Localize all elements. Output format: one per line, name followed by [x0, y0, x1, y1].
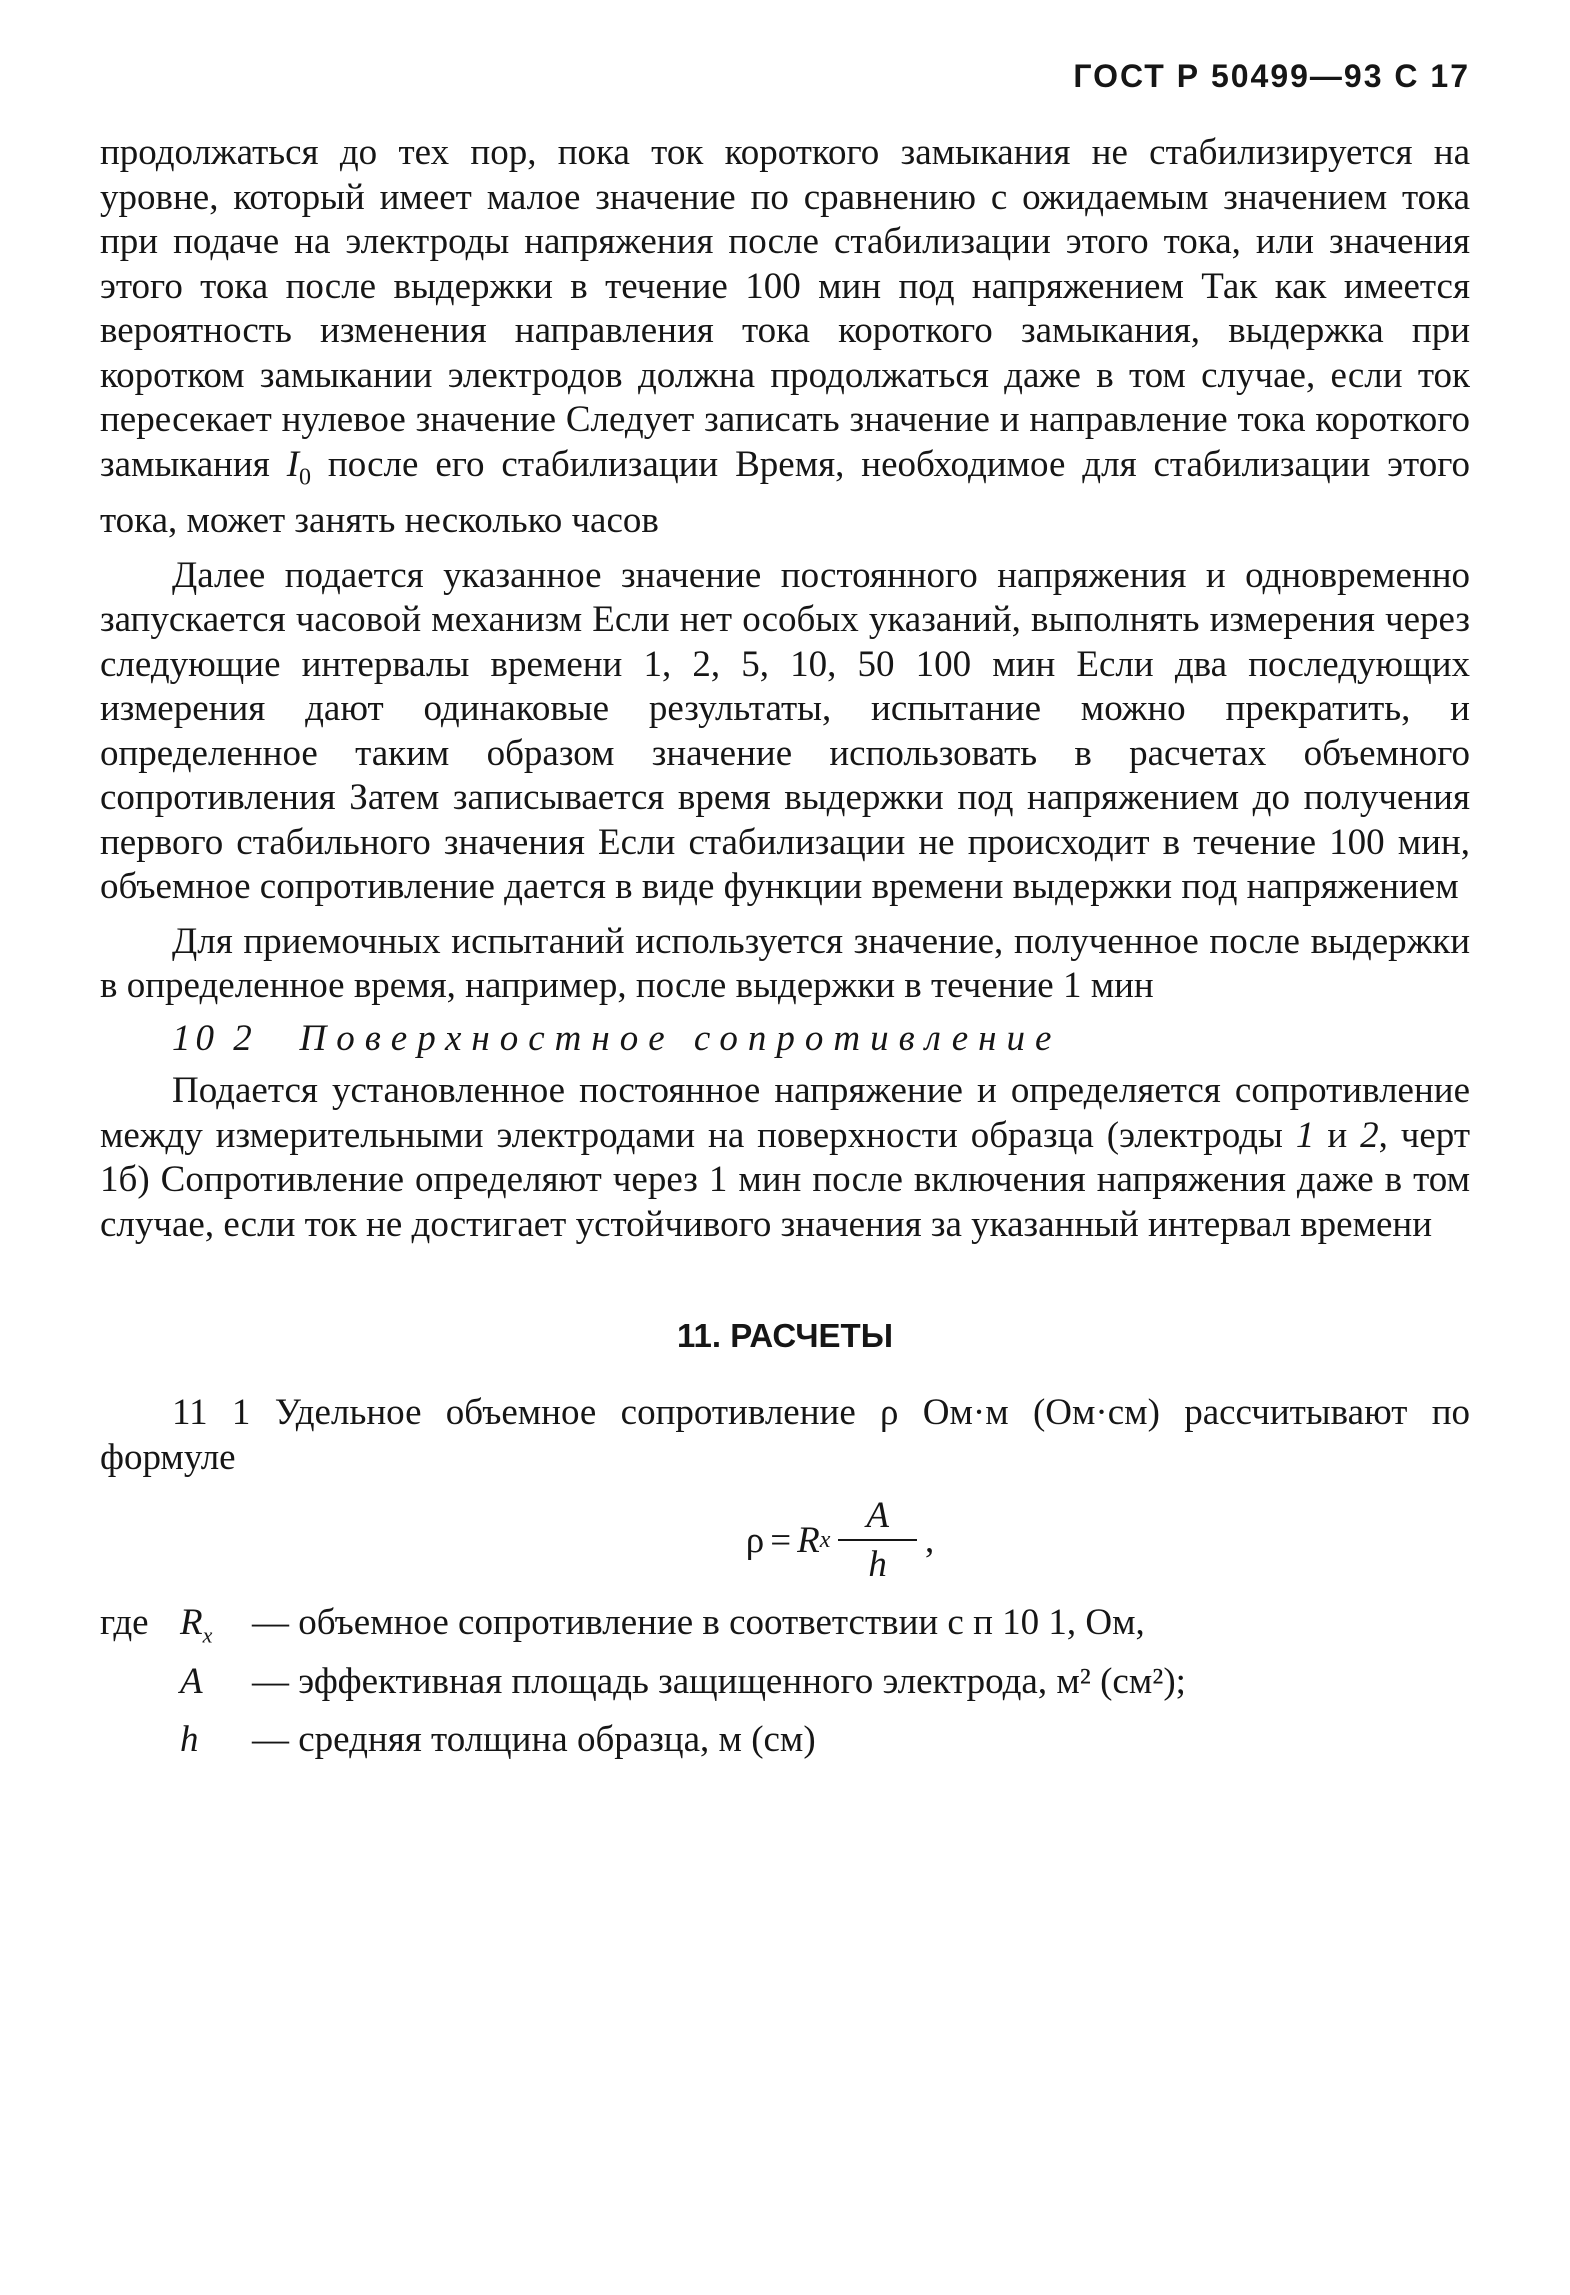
definition-symbol — [180, 1717, 252, 1775]
formula-resistance-subscript: x — [819, 1526, 831, 1553]
paragraph-text-tail: после его стабилизации Время, необходимое для стабилизации этого тока, может занять несколько часов — [100, 443, 1470, 542]
formula-lhs: ρ — [745, 1519, 765, 1561]
paragraph-text-tail: , черт 1б) Сопротивление определяют через 1 мин после включения напряжения даже в том случае, если ток не достигает устойчивого значения за указанный интервал времени — [100, 1114, 1470, 1245]
formula-numerator: A — [838, 1494, 917, 1541]
formula — [100, 1494, 1470, 1586]
definition-lead: где — [100, 1602, 149, 1644]
formula-resistance: R — [797, 1519, 820, 1561]
definition-text: — средняя толщина образца, м (см) — [252, 1719, 816, 1761]
formula-fraction — [838, 1494, 917, 1586]
clause-heading — [172, 1017, 1470, 1062]
paragraph-acceptance-tests: Для приемочных испытаний используется значение, полученное после выдержки в определенное время, например, после выдержки в течение 1 мин — [100, 920, 1470, 1007]
definitions-list — [100, 1600, 1470, 1775]
definition-symbol — [180, 1659, 252, 1717]
formula-trailing-comma: , — [924, 1519, 935, 1561]
current-symbol-subscript: 0 — [299, 463, 312, 490]
conjunction: и — [1314, 1114, 1361, 1156]
paragraph-surface-resistance — [100, 1069, 1470, 1247]
paragraph-continuation — [100, 131, 1470, 544]
section-title: 11. РАСЧЕТЫ — [676, 1317, 893, 1355]
definition-row — [100, 1659, 1470, 1717]
definition-symbol-letter: A — [180, 1660, 203, 1702]
definition-symbol-subscript: x — [202, 1622, 213, 1648]
definition-row — [100, 1600, 1470, 1658]
definition-symbol-letter: h — [180, 1719, 199, 1761]
definition-symbol — [180, 1600, 252, 1658]
definition-row — [100, 1717, 1470, 1775]
definition-text: — эффективная площадь защищенного электрода, м² (см²); — [252, 1660, 1186, 1702]
electrode-ref-1: 1 — [1295, 1114, 1315, 1156]
definition-symbol-letter: R — [180, 1602, 203, 1644]
paragraph-measurement-intervals: Далее подается указанное значение постоянного напряжения и одновременно запускается часовой механизм Если нет особых указаний, выполнять измерения через следующие интервалы времени 1, 2, 5, 10, 50 100 мин Если два последующих измерения дают одинаковые результаты, испытание можно прекратить, и определенное таким образом значение использовать в расчетах объемного сопротивления Затем записывается время выдержки под напряжением до получения первого стабильного значения Если стабилизации не происходит в течение 100 мин, объемное сопротивление дается в виде функции времени выдержки под напряжением — [100, 554, 1470, 908]
paragraph-formula-intro: 11 1 Удельное объемное сопротивление ρ Ом·м (Ом·см) рассчитывают по формуле — [100, 1392, 1470, 1478]
clause-number: 10 2 — [172, 1017, 257, 1059]
paragraph-text: продолжаться до тех пор, пока ток короткого замыкания не стабилизируется на уровне, который имеет малое значение по сравнению с ожидаемым значением тока при подаче на электроды напряжения после стабилизации этого тока, или значения этого тока после выдержки в течение 100 мин под напряжением Так как имеется вероятность изменения направления тока короткого замыкания, выдержка при коротком замыкании электродов должна продолжаться даже в том случае, если ток пересекает нулевое значение Следует записать значение и направление тока короткого замыкания — [100, 132, 1470, 485]
definition-lead — [100, 1659, 180, 1717]
document-body — [100, 131, 1470, 1776]
formula-equals: = — [770, 1519, 792, 1561]
paragraph-text: Подается установленное постоянное напряжение и определяется сопротивление между измерительными электродами на поверхности образца (электроды — [100, 1070, 1470, 1156]
running-header: ГОСТ Р 50499—93 С 17 — [1073, 58, 1470, 94]
electrode-ref-2: 2 — [1360, 1114, 1379, 1156]
definition-lead — [100, 1717, 180, 1775]
definition-text: — объемное сопротивление в соответствии с п 10 1, Ом, — [252, 1602, 1145, 1644]
clause-title: Поверхностное сопротивление — [299, 1017, 1062, 1059]
current-symbol: I — [286, 443, 300, 485]
formula-denominator: h — [868, 1544, 887, 1586]
